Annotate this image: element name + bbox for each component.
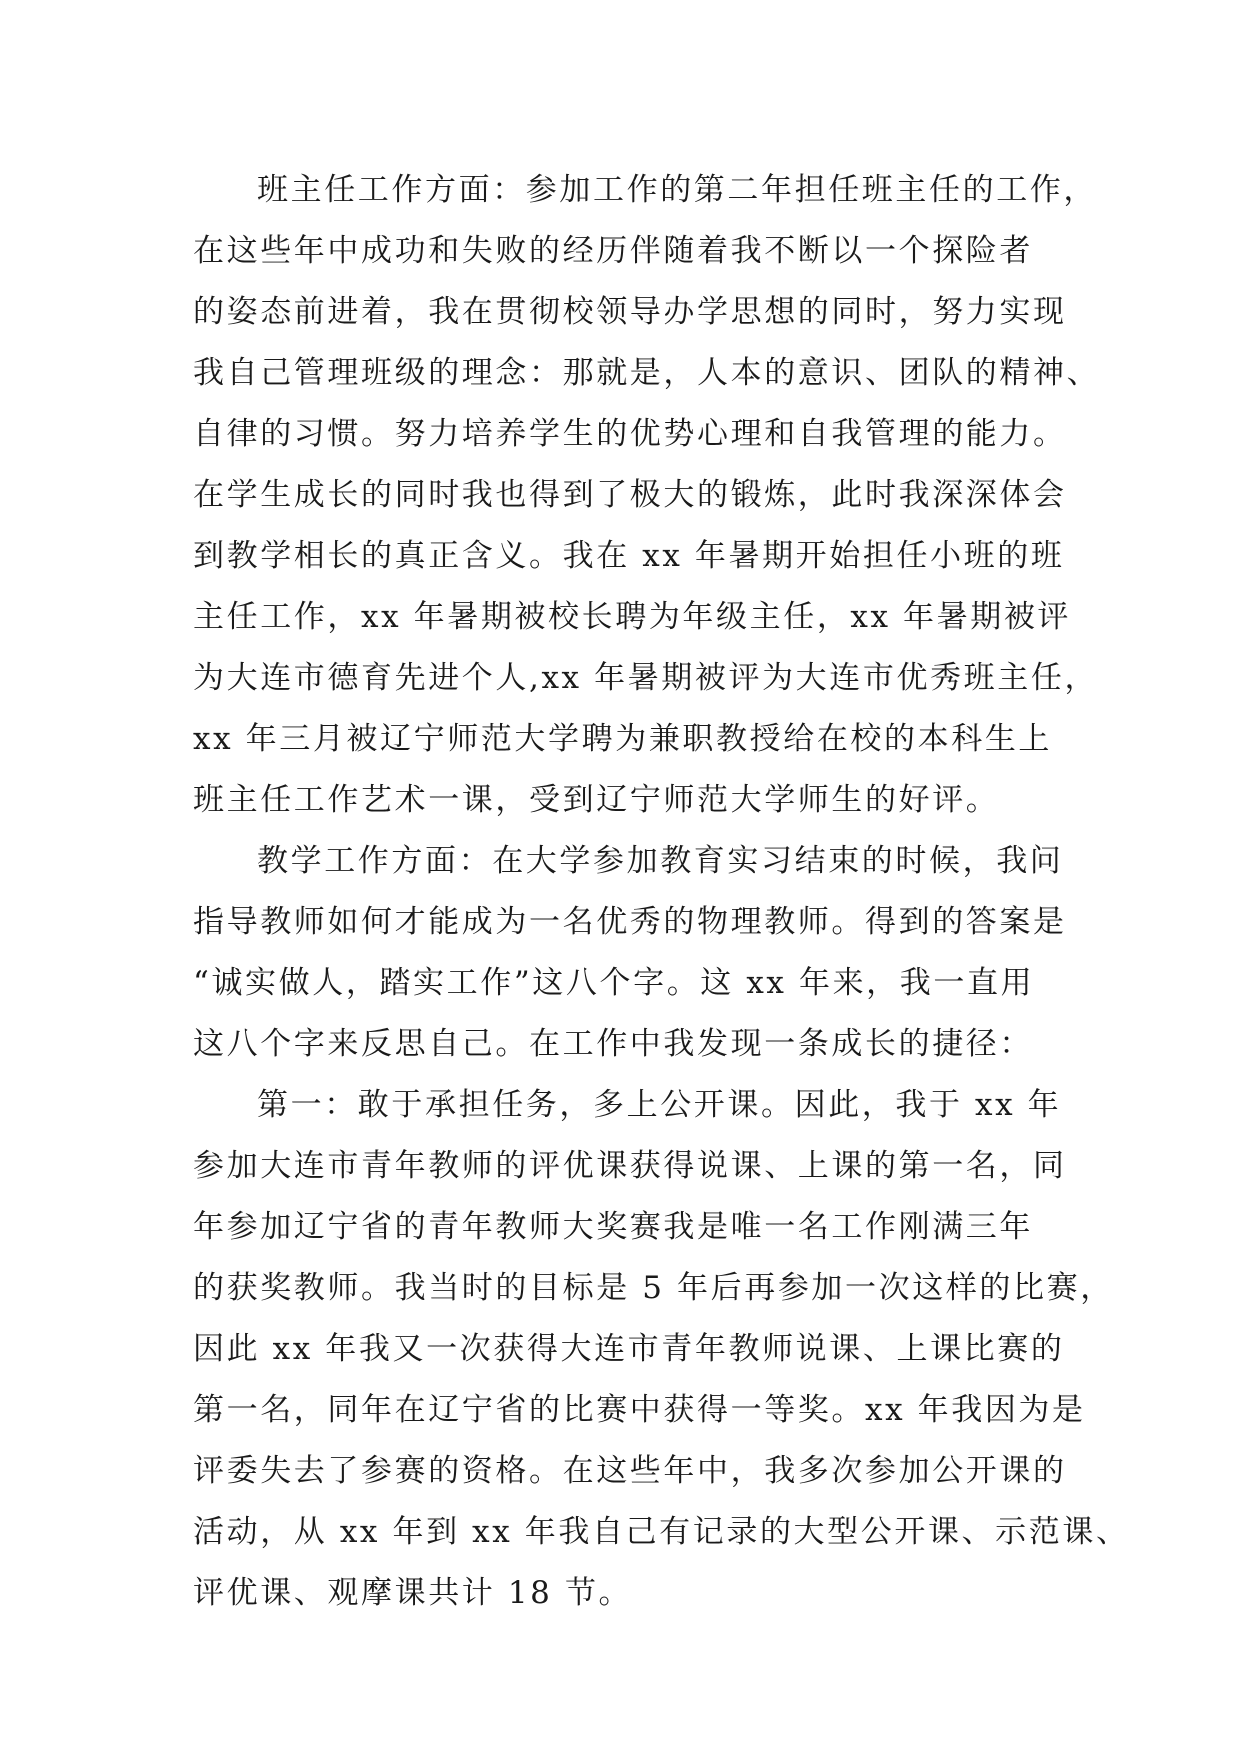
text-line: 我自己管理班级的理念：那就是，人本的意识、团队的精神、	[193, 355, 1101, 391]
text-line: 参加大连市青年教师的评优课获得说课、上课的第一名，同	[193, 1148, 1067, 1184]
text-line: 第一名，同年在辽宁省的比赛中获得一等奖。xx 年我因为是	[193, 1392, 1086, 1428]
text-line: 指导教师如何才能成为一名优秀的物理教师。得到的答案是	[193, 904, 1067, 940]
text-line: 主任工作，xx 年暑期被校长聘为年级主任，xx 年暑期被评	[193, 599, 1072, 635]
text-line: “诚实做人，踏实工作”这八个字。这 xx 年来，我一直用	[193, 965, 1035, 1001]
text-line: 因此 xx 年我又一次获得大连市青年教师说课、上课比赛的	[193, 1331, 1065, 1367]
text-line: 年参加辽宁省的青年教师大奖赛我是唯一名工作刚满三年	[193, 1209, 1033, 1245]
text-line: 在学生成长的同时我也得到了极大的锻炼，此时我深深体会	[193, 477, 1067, 513]
text-line: 到教学相长的真正含义。我在 xx 年暑期开始担任小班的班	[193, 538, 1065, 574]
text-line: 的姿态前进着，我在贯彻校领导办学思想的同时，努力实现	[193, 294, 1067, 330]
text-line: 第一：敢于承担任务，多上公开课。因此，我于 xx 年	[257, 1087, 1062, 1123]
text-line: 班主任工作艺术一课，受到辽宁师范大学师生的好评。	[193, 782, 1000, 818]
text-line: 评优课、观摩课共计 18 节。	[193, 1575, 633, 1611]
text-line: 这八个字来反思自己。在工作中我发现一条成长的捷径：	[193, 1026, 1033, 1062]
text-line: 教学工作方面：在大学参加教育实习结束的时候，我问	[257, 843, 1064, 879]
text-line: 在这些年中成功和失败的经历伴随着我不断以一个探险者	[193, 233, 1033, 269]
paragraph-teaching-work	[193, 831, 1067, 1075]
paragraph-class-teacher-work	[193, 160, 1101, 831]
text-line: 评委失去了参赛的资格。在这些年中，我多次参加公开课的	[193, 1453, 1067, 1489]
text-line: 活动，从 xx 年到 xx 年我自己有记录的大型公开课、示范课、	[193, 1514, 1130, 1550]
text-line: 班主任工作方面：参加工作的第二年担任班主任的工作，	[257, 172, 1097, 208]
text-line: 的获奖教师。我当时的目标是 5 年后再参加一次这样的比赛，	[193, 1270, 1114, 1306]
text-line: 为大连市德育先进个人,xx 年暑期被评为大连市优秀班主任，	[193, 660, 1099, 696]
document-body	[193, 160, 1130, 1624]
text-line: xx 年三月被辽宁师范大学聘为兼职教授给在校的本科生上	[193, 721, 1053, 757]
text-line: 自律的习惯。努力培养学生的优势心理和自我管理的能力。	[193, 416, 1067, 452]
paragraph-first-point	[193, 1075, 1130, 1624]
